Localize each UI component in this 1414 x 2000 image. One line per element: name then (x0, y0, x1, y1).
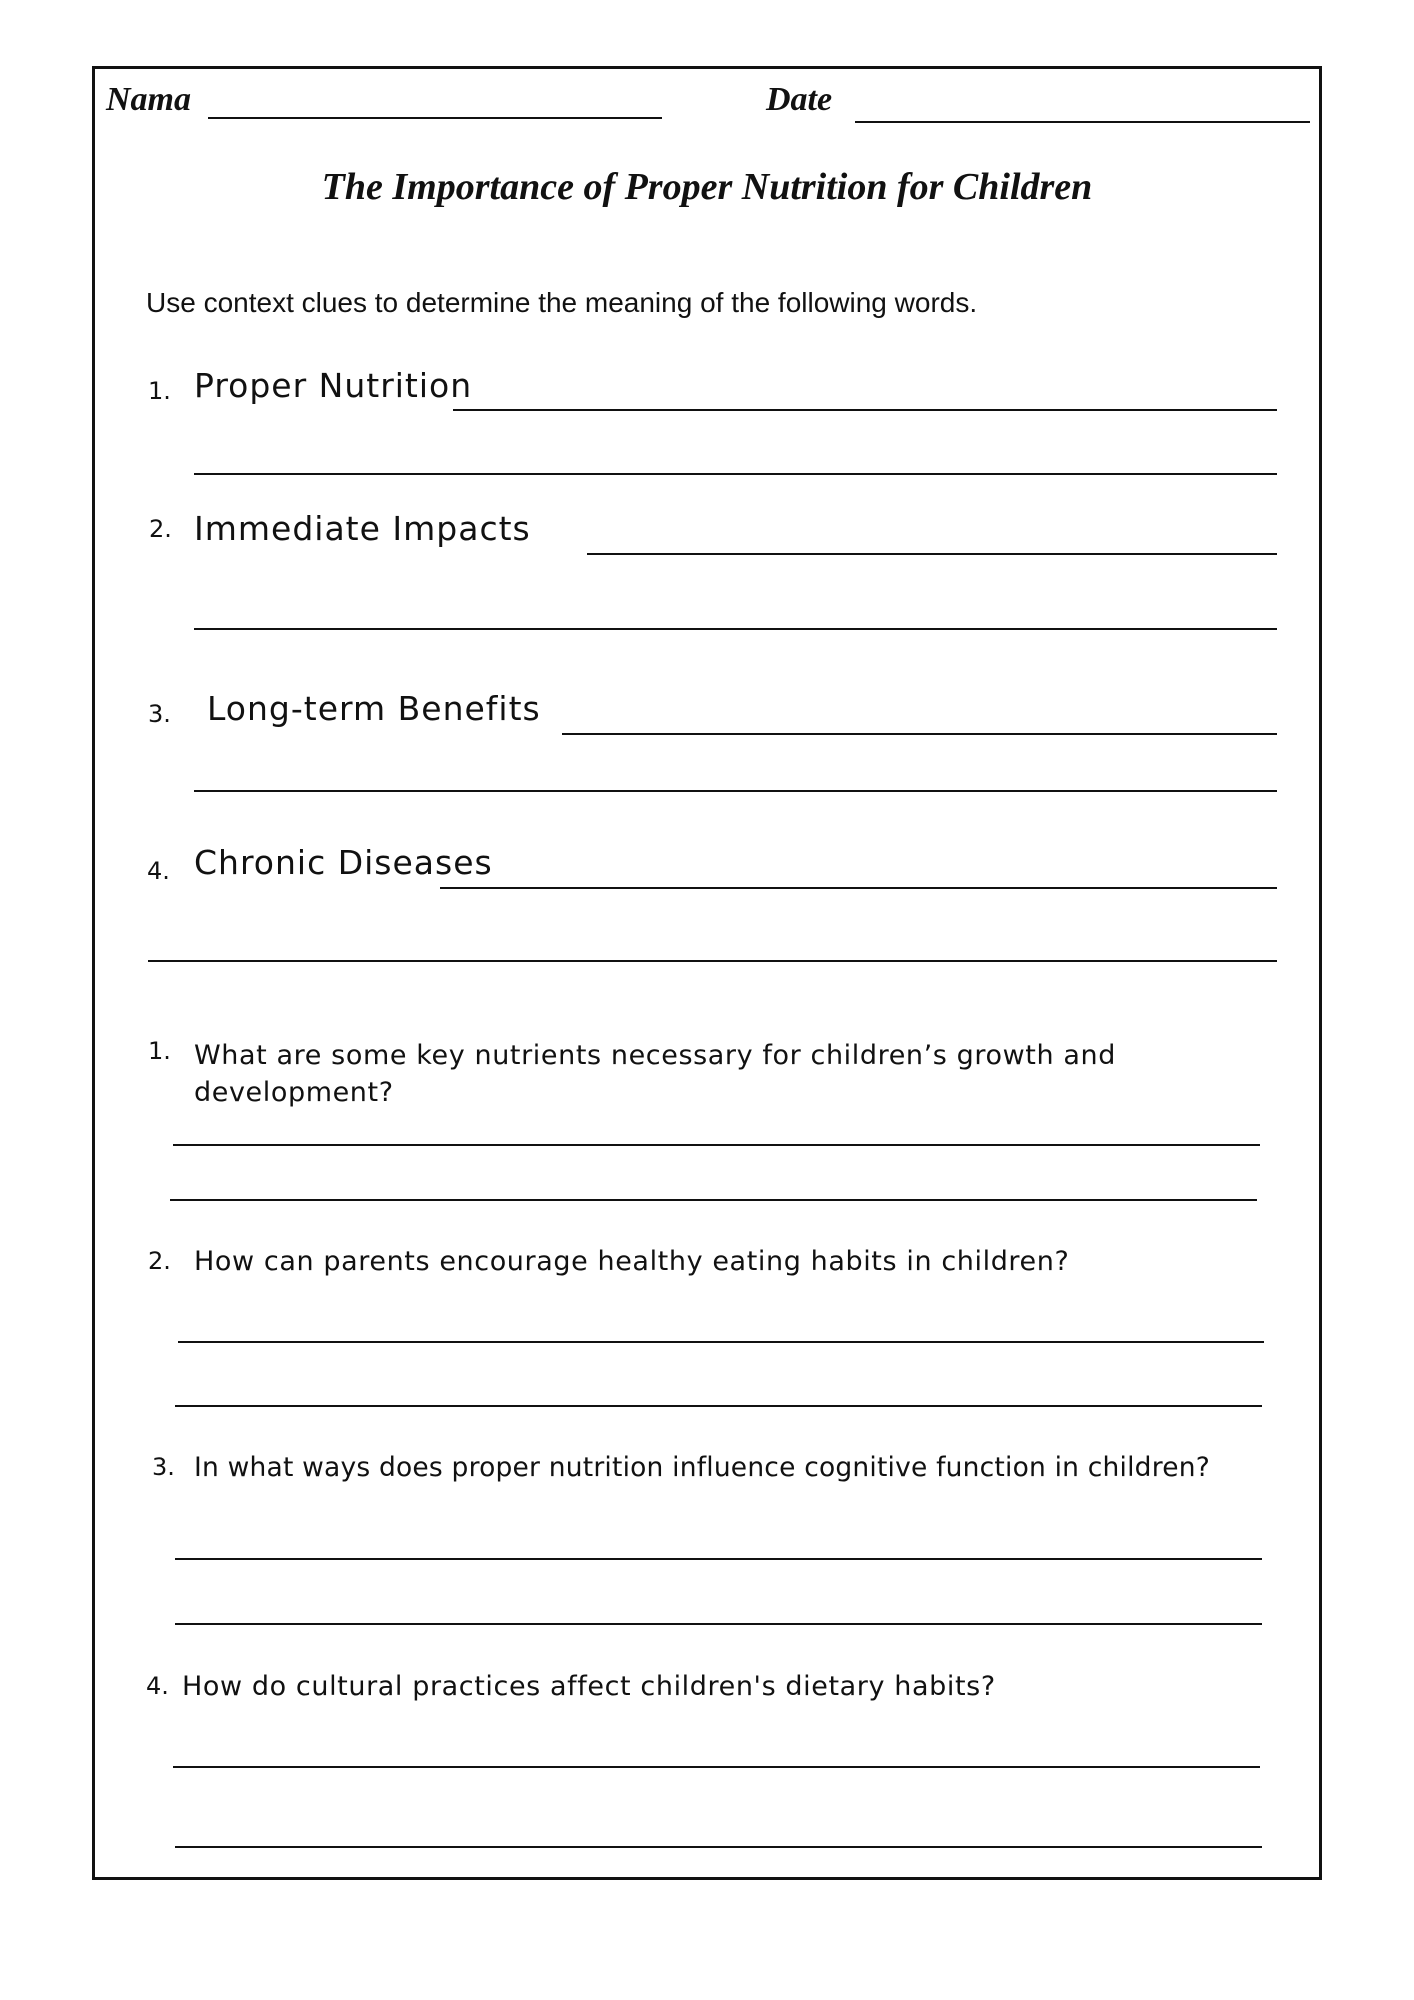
vocab-answer-line[interactable] (587, 553, 1277, 555)
question-answer-line[interactable] (173, 1766, 1260, 1768)
worksheet-title: The Importance of Proper Nutrition for Children (321, 166, 1093, 208)
vocab-answer-line[interactable] (194, 790, 1277, 792)
vocab-number: 4. (147, 857, 170, 885)
vocab-answer-line[interactable] (194, 473, 1277, 475)
vocab-term: Long-term Benefits (207, 689, 541, 728)
vocab-answer-line[interactable] (194, 628, 1277, 630)
question-answer-line[interactable] (173, 1144, 1260, 1146)
question-answer-line[interactable] (175, 1623, 1262, 1625)
question-answer-line[interactable] (175, 1558, 1262, 1560)
question-text: In what ways does proper nutrition influence cognitive function in children? (194, 1452, 1210, 1483)
date-label: Date (766, 81, 833, 118)
worksheet-border (92, 66, 1322, 1880)
vocab-term: Immediate Impacts (194, 509, 531, 548)
question-answer-line[interactable] (178, 1341, 1264, 1343)
vocab-term: Proper Nutrition (194, 366, 473, 405)
instructions-text: Use context clues to determine the meaning of the following words. (146, 287, 978, 318)
date-write-line[interactable] (855, 121, 1310, 123)
question-text: What are some key nutrients necessary for children’s growth and development? (194, 1040, 1116, 1108)
vocab-answer-line[interactable] (562, 733, 1277, 735)
question-number: 2. (148, 1247, 171, 1275)
question-number: 3. (152, 1453, 175, 1481)
vocab-term: Chronic Diseases (194, 843, 493, 882)
name-write-line[interactable] (208, 117, 662, 119)
question-number: 4. (146, 1672, 169, 1700)
vocab-answer-line[interactable] (453, 409, 1277, 411)
question-number: 1. (148, 1037, 171, 1065)
vocab-number: 2. (149, 515, 172, 543)
vocab-answer-line[interactable] (148, 960, 1277, 962)
name-label: Nama (106, 81, 191, 118)
vocab-number: 1. (148, 377, 171, 405)
question-answer-line[interactable] (170, 1199, 1257, 1201)
question-answer-line[interactable] (175, 1846, 1262, 1848)
question-text: How can parents encourage healthy eating habits in children? (194, 1246, 1070, 1277)
question-answer-line[interactable] (175, 1405, 1262, 1407)
question-text: How do cultural practices affect children's dietary habits? (182, 1671, 996, 1702)
vocab-answer-line[interactable] (440, 887, 1277, 889)
vocab-number: 3. (148, 700, 171, 728)
